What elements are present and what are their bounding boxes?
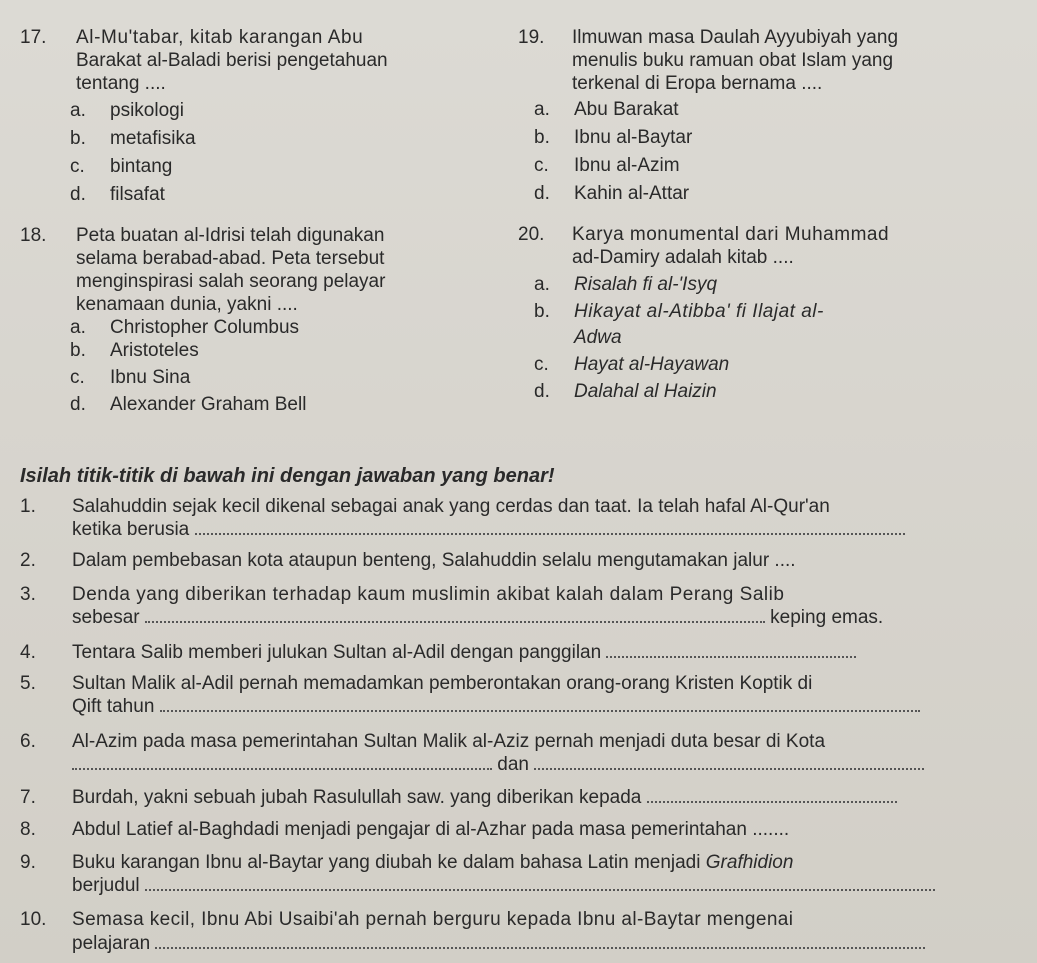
answer-blank[interactable] (145, 875, 935, 891)
left-column (20, 26, 500, 416)
option-c[interactable]: c. Hayat al-Hayawan (534, 354, 730, 375)
question-19 (518, 26, 1018, 95)
option-d[interactable]: d. Alexander Graham Bell (70, 394, 307, 415)
option-a[interactable]: a. Risalah fi al-'Isyq (534, 274, 718, 295)
question-number: 19. (518, 27, 545, 48)
answer-blank[interactable] (72, 754, 492, 770)
answer-blank[interactable] (534, 754, 924, 770)
question-17 (20, 26, 500, 95)
question-stem-line: menulis buku ramuan obat Islam yang (572, 50, 894, 71)
question-stem-line: tentang .... (76, 73, 166, 94)
option-b[interactable]: b. Aristoteles (70, 340, 199, 361)
question-stem-line: ad-Damiry adalah kitab .... (572, 247, 794, 268)
option-b[interactable]: b. Hikayat al-Atibba' fi Ilajat al- (534, 301, 824, 322)
option-d[interactable]: d. Dalahal al Haizin (534, 381, 717, 402)
answer-blank[interactable] (647, 787, 897, 803)
option-a[interactable]: a. Abu Barakat (534, 99, 679, 120)
right-column (518, 26, 1018, 403)
answer-blank[interactable] (195, 519, 905, 535)
question-number: 18. (20, 225, 47, 246)
option-a[interactable]: a. Christopher Columbus (70, 317, 300, 338)
question-stem-line: Karya monumental dari Muhammad (572, 224, 890, 245)
question-20 (518, 223, 1018, 269)
option-b[interactable]: b. metafisika (70, 128, 196, 149)
option-b[interactable]: b. Ibnu al-Baytar (534, 127, 693, 148)
question-number: 20. (518, 224, 545, 245)
answer-blank[interactable] (160, 696, 920, 712)
question-stem-line: Barakat al-Baladi berisi pengetahuan (76, 50, 388, 71)
option-b-continued: Adwa (574, 327, 622, 348)
option-a[interactable]: a. psikologi (70, 100, 184, 121)
question-stem-line: Peta buatan al-Idrisi telah digunakan (76, 225, 385, 246)
question-stem-line: terkenal di Eropa bernama .... (572, 73, 823, 94)
question-number: 17. (20, 27, 47, 48)
answer-blank[interactable] (145, 607, 765, 623)
question-stem-line: Al-Mu'tabar, kitab karangan Abu (76, 27, 364, 48)
answer-blank[interactable] (155, 933, 925, 949)
question-stem-line: kenamaan dunia, yakni .... (76, 294, 298, 315)
section-instruction: Isilah titik-titik di bawah ini dengan jawaban yang benar! (20, 465, 555, 487)
option-d[interactable]: d. filsafat (70, 184, 165, 205)
worksheet-page: 17. Al-Mu'tabar, kitab karangan Abu Barakat al-Baladi berisi pengetahuan tentang .... a. psikologi b. metafisika c. bintang d. filsafat 18. Peta buatan al-Idrisi telah digunakan selama berabad-abad. Peta tersebut menginspirasi salah seorang pelayar kenamaan dunia, yakni .... a. Christopher Columbus b. Aristoteles c. Ibnu Sina d. Alexander Graham Bell 19. Ilmuwan masa Daulah Ayyubiyah yang menulis buku ramuan obat Islam yang terkenal di Eropa bernama .... a. Abu Barakat b. Ibnu al-Baytar c. Ibnu al-Azim d. Kahin al-Attar 20. Karya monumental dari Muhammad ad-Damiry adalah kitab .... a. Risalah fi al-'Isyq b. Hikayat al-Atibba' fi Ilajat al- Adwa c. Hayat al-Hayawan d. Dalahal al Haizin Isilah titik-titik di bawah ini dengan jawaban yang benar! 1. Salahuddin sejak kecil dikenal sebagai anak yang cerdas dan taat. Ia telah hafal Al-Qur'an ketika berusia 2. Dalam pembebasan kota ataupun benteng, Salahuddin selalu mengutamakan jalur .... 3. Denda yang diberikan terhadap kaum muslimin akibat kalah dalam Perang Salib sebesar keping emas. 4. Tentara Salib memberi julukan Sultan al-Adil dengan panggilan 5. Sultan Malik al-Adil pernah memadamkan pemberontakan orang-orang Kristen Koptik di Qift tahun 6. Al-Azim pada masa pemerintahan Sultan Malik al-Aziz pernah menjadi duta besar di Kota dan 7. Burdah, yakni sebuah jubah Rasulullah saw. yang diberikan kepada 8. Abdul Latief al-Baghdadi menjadi pengajar di al-Azhar pada masa pemerintahan ....... 9. Buku karangan Ibnu al-Baytar yang diubah ke dalam bahasa Latin menjadi Grafhidion berjudul 10. Semasa kecil, Ibnu Abi Usaibi'ah pernah berguru kepada Ibnu al-Baytar mengenai pelajaran (0, 0, 1037, 963)
question-18 (20, 224, 500, 316)
question-stem-line: Ilmuwan masa Daulah Ayyubiyah yang (572, 27, 899, 48)
answer-blank[interactable] (606, 642, 856, 658)
option-c[interactable]: c. Ibnu al-Azim (534, 155, 680, 176)
option-d[interactable]: d. Kahin al-Attar (534, 183, 690, 204)
option-c[interactable]: c. Ibnu Sina (70, 367, 191, 388)
option-c[interactable]: c. bintang (70, 156, 173, 177)
question-stem-line: selama berabad-abad. Peta tersebut (76, 248, 385, 269)
question-stem-line: menginspirasi salah seorang pelayar (76, 271, 386, 292)
